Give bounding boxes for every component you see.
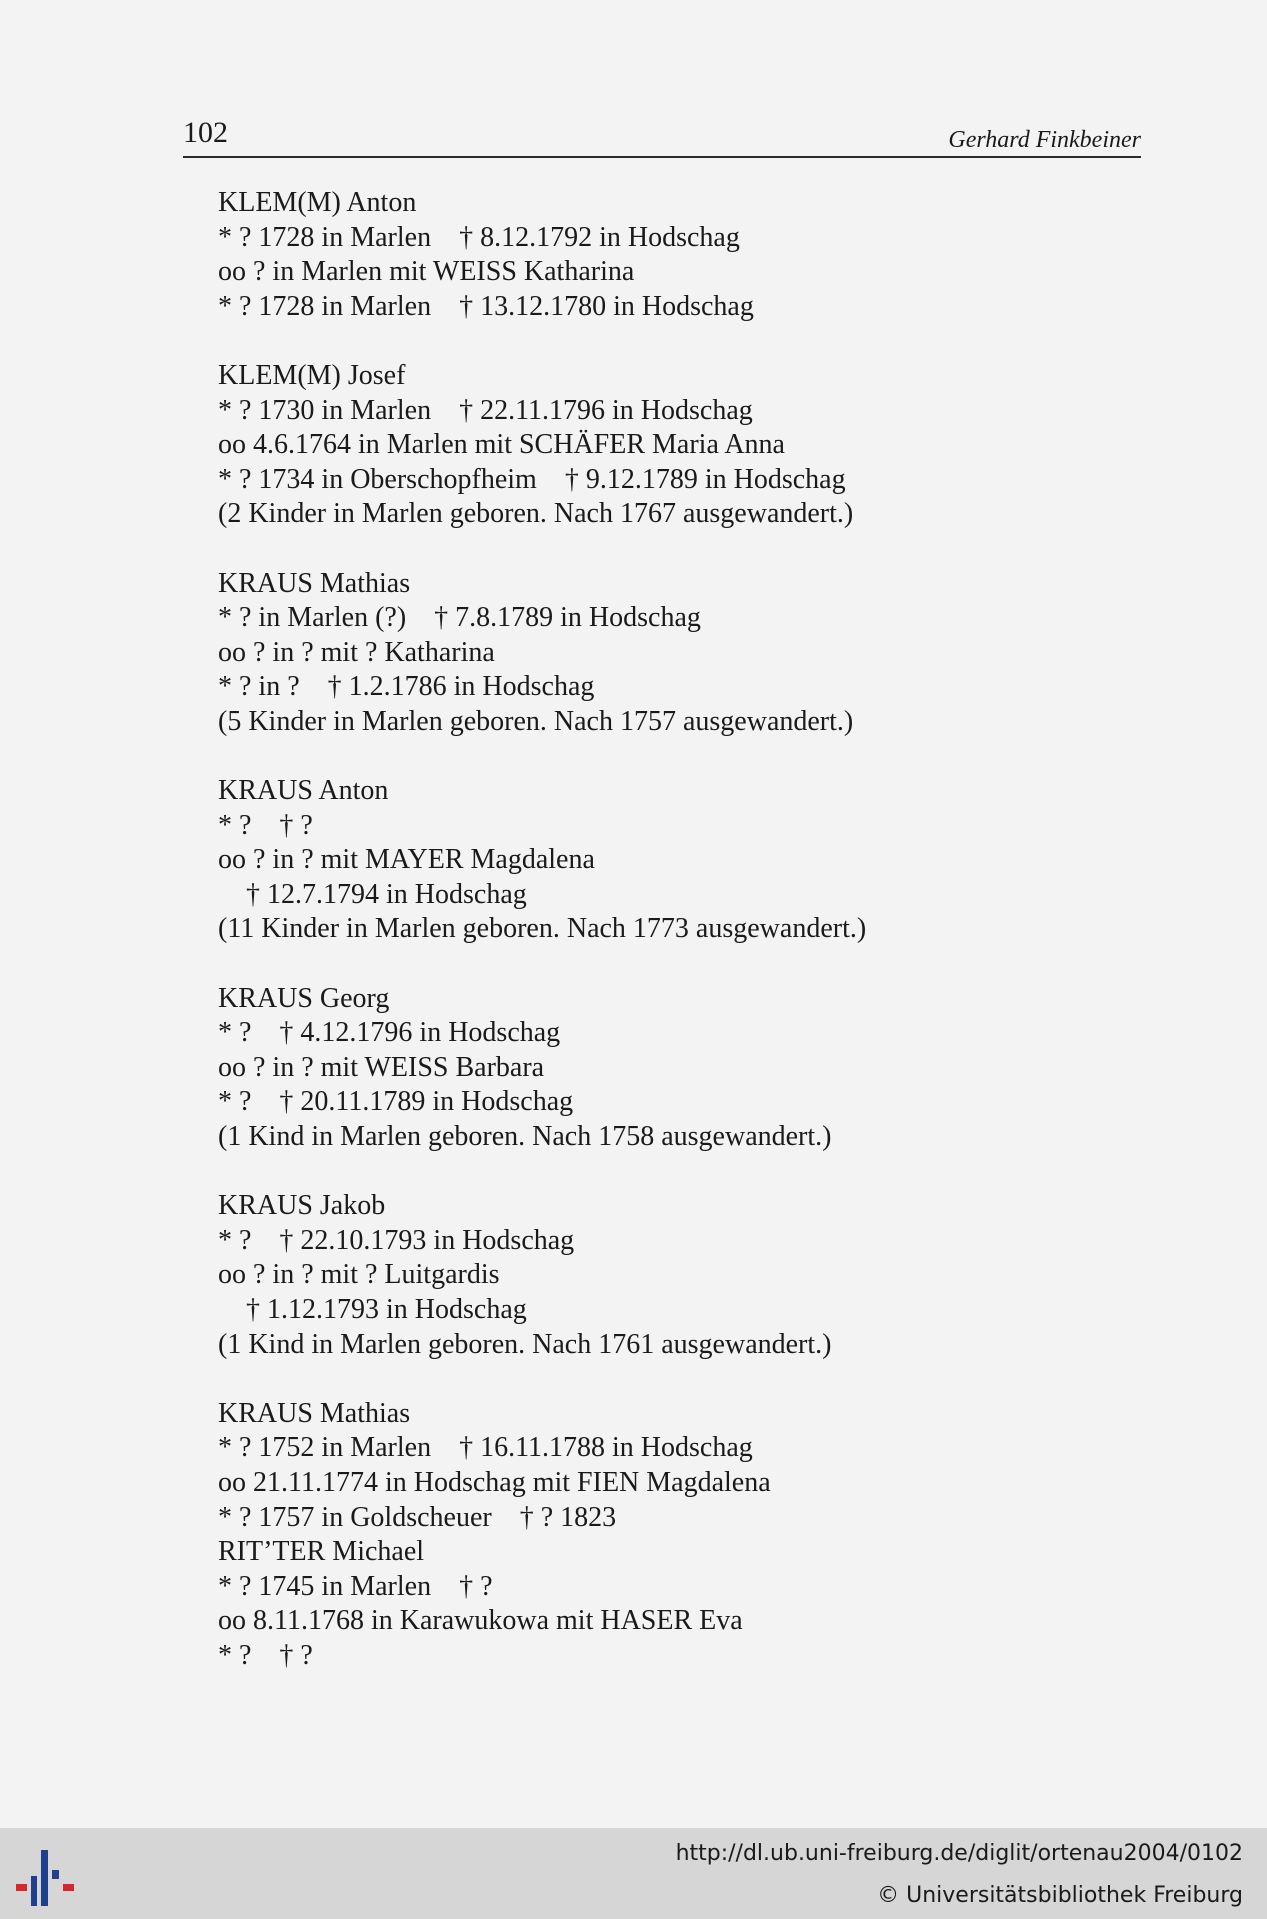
entry-note: (1 Kind in Marlen geboren. Nach 1758 ausgewandert.) bbox=[218, 1121, 832, 1153]
entry-line: * ? † ? bbox=[218, 809, 313, 841]
entry-kraus-jakob bbox=[218, 1189, 1118, 1362]
entry-line: * ? 1728 in Marlen † 8.12.1792 in Hodschag bbox=[218, 221, 740, 253]
running-head-author: Gerhard Finkbeiner bbox=[948, 127, 1141, 153]
entry-name: KRAUS Georg bbox=[218, 982, 390, 1014]
entry-line: * ? in ? † 1.2.1786 in Hodschag bbox=[218, 671, 595, 703]
entry-name: KRAUS Mathias bbox=[218, 1397, 411, 1429]
entry-line: * ? † 22.10.1793 in Hodschag bbox=[218, 1224, 575, 1256]
entry-line: oo ? in ? mit MAYER Magdalena bbox=[218, 844, 595, 876]
entry-name: KRAUS Mathias bbox=[218, 567, 411, 599]
entry-line: * ? † 4.12.1796 in Hodschag bbox=[218, 1017, 561, 1049]
entry-name: KRAUS Anton bbox=[218, 775, 389, 807]
entry-kraus-mathias-2 bbox=[218, 1397, 1118, 1674]
entry-line: * ? † ? bbox=[218, 1639, 313, 1671]
entry-note: (11 Kinder in Marlen geboren. Nach 1773 ausgewandert.) bbox=[218, 913, 867, 945]
entry-line: oo ? in Marlen mit WEISS Katharina bbox=[218, 256, 635, 288]
entry-klemm-josef bbox=[218, 359, 1118, 532]
entry-line: * ? 1730 in Marlen † 22.11.1796 in Hodschag bbox=[218, 394, 753, 426]
entry-kraus-georg bbox=[218, 982, 1118, 1155]
entry-line: * ? 1757 in Goldscheuer † ? 1823 bbox=[218, 1501, 617, 1533]
entry-line: * ? in Marlen (?) † 7.8.1789 in Hodschag bbox=[218, 602, 701, 634]
footer-bar bbox=[0, 1828, 1267, 1919]
entry-line: oo ? in ? mit WEISS Barbara bbox=[218, 1051, 545, 1083]
entry-line: oo 21.11.1774 in Hodschag mit FIEN Magdalena bbox=[218, 1466, 771, 1498]
entry-line: † 12.7.1794 in Hodschag bbox=[218, 878, 527, 910]
entry-line: * ? † 20.11.1789 in Hodschag bbox=[218, 1086, 574, 1118]
entry-line: oo 8.11.1768 in Karawukowa mit HASER Eva bbox=[218, 1605, 743, 1637]
genealogy-entries bbox=[218, 186, 1118, 1708]
entry-note: (1 Kind in Marlen geboren. Nach 1761 ausgewandert.) bbox=[218, 1328, 832, 1360]
entry-name: KLEM(M) Josef bbox=[218, 359, 406, 391]
library-logo-icon bbox=[16, 1846, 80, 1910]
entry-kraus-mathias bbox=[218, 567, 1118, 740]
entry-line: * ? 1752 in Marlen † 16.11.1788 in Hodschag bbox=[218, 1432, 753, 1464]
entry-line: * ? 1728 in Marlen † 13.12.1780 in Hodschag bbox=[218, 290, 754, 322]
entry-line: * ? 1745 in Marlen † ? bbox=[218, 1570, 493, 1602]
page-number: 102 bbox=[183, 116, 228, 149]
entry-line: oo ? in ? mit ? Katharina bbox=[218, 636, 495, 668]
entry-klemm-anton bbox=[218, 186, 1118, 324]
entry-line: * ? 1734 in Oberschopfheim † 9.12.1789 in Hodschag bbox=[218, 463, 846, 495]
entry-name: RIT’TER Michael bbox=[218, 1536, 425, 1568]
entry-line: † 1.12.1793 in Hodschag bbox=[218, 1294, 527, 1325]
entry-note: (2 Kinder in Marlen geboren. Nach 1767 ausgewandert.) bbox=[218, 498, 854, 530]
entry-line: oo 4.6.1764 in Marlen mit SCHÄFER Maria Anna bbox=[218, 429, 785, 461]
entry-name: KLEM(M) Anton bbox=[218, 187, 417, 218]
footer-copyright: © Universitätsbibliothek Freiburg bbox=[877, 1883, 1243, 1908]
footer-source-link[interactable]: http://dl.ub.uni-freiburg.de/diglit/ortenau2004/0102 bbox=[675, 1841, 1243, 1866]
entry-note: (5 Kinder in Marlen geboren. Nach 1757 ausgewandert.) bbox=[218, 705, 854, 737]
page-header bbox=[183, 112, 1141, 158]
entry-kraus-anton bbox=[218, 774, 1118, 947]
entry-name: KRAUS Jakob bbox=[218, 1190, 386, 1222]
entry-line: oo ? in ? mit ? Luitgardis bbox=[218, 1259, 500, 1291]
